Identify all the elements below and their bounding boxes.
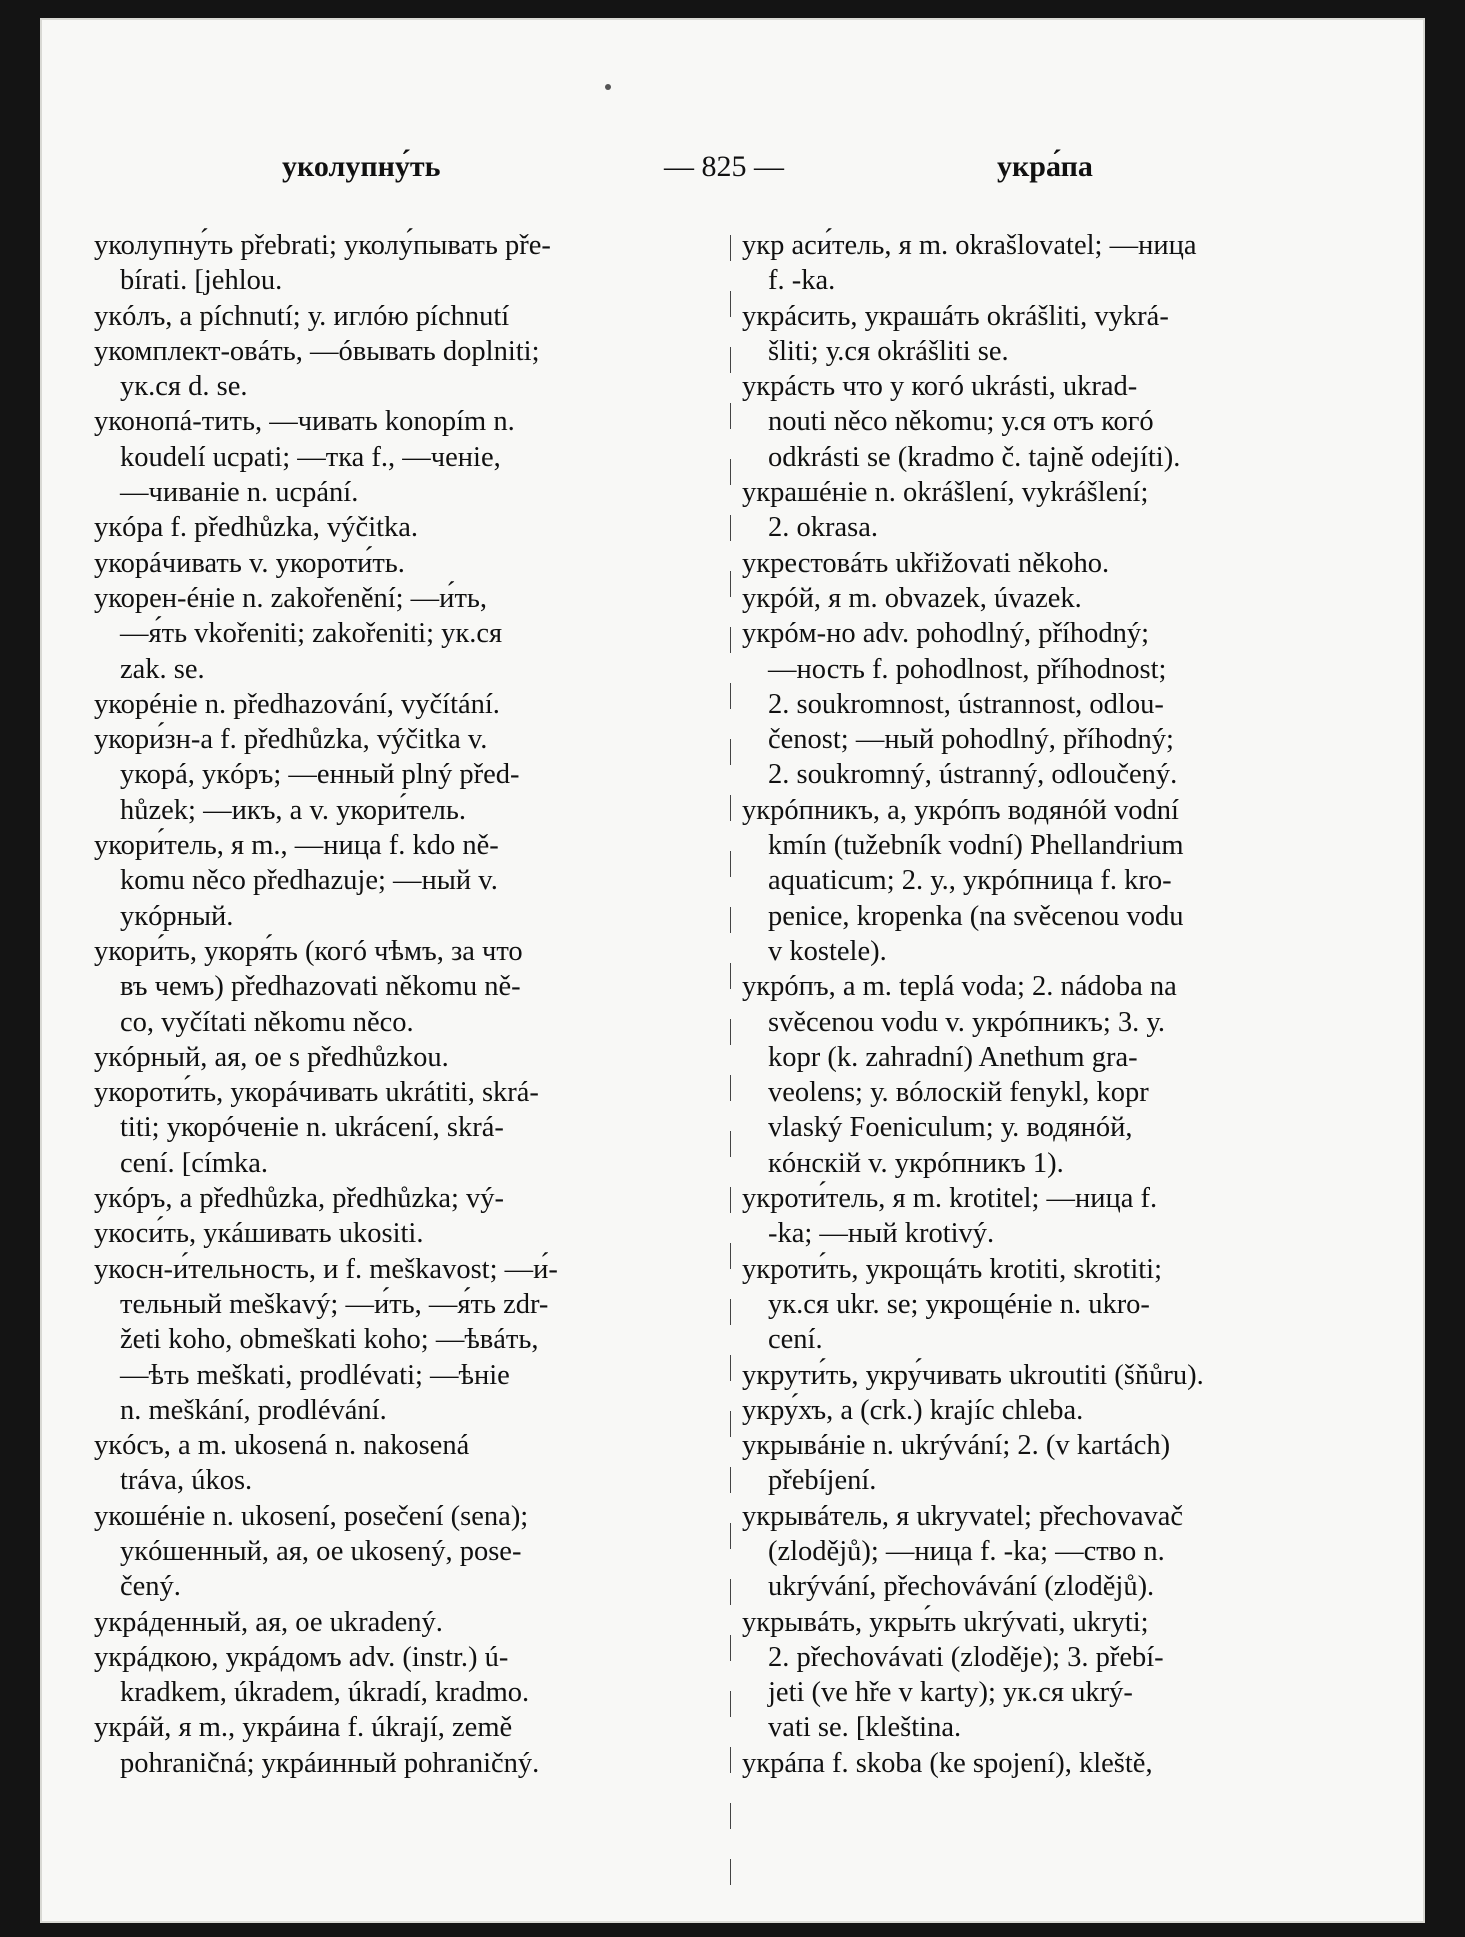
right-column-line: kopr (k. zahradní) Anethum gra- [768,1041,1138,1073]
left-column-line: укóра f. předhůzka, výčitka. [94,512,419,544]
left-column-line: укори́тель, я m., —ница f. kdo ně- [94,830,499,862]
header-right-guideword: укра́па [997,150,1093,183]
right-column-line: 2. přechovávati (zloděje); 3. přebí- [768,1641,1164,1673]
left-column-line: укорен-éніе n. zakořenění; —и́ть, [94,582,488,614]
left-column-line: тельный meškavý; —и́ть, —я́ть zdr- [120,1288,549,1320]
left-column [94,228,720,1781]
left-column-line: čený. [120,1571,181,1603]
right-column-line: penice, kropenka (na svěcenou vodu [768,900,1184,932]
left-column-line: titi; укорóченіе n. ukrácení, skrá- [120,1112,504,1144]
left-column-line: укори́ть, укоря́ть (когó чѣмъ, за что [94,935,523,967]
right-column-line: (zlodějů); —ница f. -ka; —ство n. [768,1535,1165,1567]
left-column-line: укóшенный, ая, ое ukosený, pose- [120,1535,522,1567]
left-column-line: укóсъ, a m. ukosená n. nakosená [94,1430,470,1462]
ink-speck [605,84,611,90]
right-column-line: укрывáніе n. ukrývání; 2. (v kartách) [742,1430,1171,1462]
right-column-line: укрáсить, украшáть okrášliti, vykrá- [742,300,1169,332]
right-column-line: —ность f. pohodlnost, příhodnost; [768,653,1167,685]
left-column-line: —я́ть vkořeniti; zakořeniti; ук.ся [120,618,503,650]
right-column [742,228,1380,1781]
left-column-line: n. meškání, prodlévání. [120,1394,387,1426]
right-column-line: укрывáтель, я ukryvatel; přechovavač [742,1500,1184,1532]
left-column-line: укóрный. [120,900,234,932]
right-column-line: odkrásti se (kradmo č. tajně odejíti). [768,441,1181,473]
right-column-line: ук.ся ukr. se; укрощéніе n. ukro- [768,1288,1150,1320]
right-column-line: 2. okrasa. [768,512,879,544]
left-column-line: co, vyčítati někomu něco. [120,1006,414,1038]
left-column-line: hůzek; —икъ, a v. укори́тель. [120,794,466,826]
right-column-line: jeti (ve hře v karty); ук.ся ukrý- [768,1677,1133,1709]
left-column-line: cení. [címka. [120,1147,268,1179]
left-column-line: уколупну́ть přebrati; уколу́пывать pře- [94,230,551,261]
right-column-line: ukrývání, přechovávání (zlodějů). [768,1571,1155,1603]
page-number: — 825 — [664,150,784,183]
right-column-line: укрывáть, укры́ть ukrývati, ukryti; [742,1606,1149,1638]
right-column-line: přebíjení. [768,1465,877,1497]
left-column-line: tráva, úkos. [120,1465,253,1497]
left-column-line: укорéніе n. předhazování, vyčítání. [94,688,500,720]
left-column-line: komu něco předhazuje; —ный v. [120,865,498,897]
right-column-line: укрáсть что у когó ukrásti, ukrad- [742,371,1138,403]
right-column-line: укрóй, я m. obvazek, úvazek. [742,582,1082,614]
left-column-line: укоси́ть, укáшивать ukositi. [94,1218,424,1250]
right-column-line: украшéніе n. okrášlení, vykrášlení; [742,477,1149,509]
right-column-line: укрáпа f. skoba (ke spojení), kleště, [742,1747,1153,1779]
left-column-line: укрáденный, ая, ое ukradený. [94,1606,443,1638]
right-column-line: укр аси́тель, я m. okrašlovatel; —ница [742,230,1197,261]
right-column-line: кóнскій v. укрóпникъ 1). [768,1147,1064,1179]
header-left-guideword: уколупну́ть [282,150,441,183]
left-column-line: укорáчивать v. укороти́ть. [94,547,405,579]
left-column-line: укрáй, я m., укрáина f. úkrají, země [94,1712,513,1744]
right-column-line: veolens; у. вóлоскій fenykl, kopr [768,1077,1149,1109]
right-column-line: укрóм-но adv. pohodlný, příhodný; [742,618,1150,650]
right-column-line: nouti něco někomu; у.ся отъ когó [768,406,1154,438]
left-column-line: укорá, укóръ; —енный plný před- [120,759,520,791]
left-column-line: укори́зн-а f. předhůzka, výčitka v. [94,724,488,756]
left-column-line: укошéніе n. ukosení, posečení (sena); [94,1500,529,1532]
right-column-line: v kostele). [768,935,887,967]
left-column-line: въ чемъ) předhazovati někomu ně- [120,971,521,1003]
right-column-line: укрóпникъ, a, укрóпъ водянóй vodní [742,794,1179,826]
left-column-line: pohraničná; укрáинный pohraničný. [120,1747,540,1779]
left-column-line: укомплект-овáть, —óвывать doplniti; [94,335,540,367]
right-column-line: f. -ka. [768,265,836,297]
left-column-line: уконопá-тить, —чивать konopím n. [94,406,515,438]
column-divider [730,235,731,1895]
left-column-line: bírati. [jehlou. [120,265,283,297]
left-column-line: ук.ся d. se. [120,371,248,403]
right-column-line: kmín (tužebník vodní) Phellandrium [768,830,1184,862]
right-column-line: aquaticum; 2. у., укрóпница f. kro- [768,865,1172,897]
left-column-line: укóлъ, a píchnutí; у. иглóю píchnutí [94,300,510,332]
right-column-line: 2. soukromnost, ústrannost, odlou- [768,688,1164,720]
right-column-line: šliti; у.ся okrášliti se. [768,335,1009,367]
left-column-line: zak. se. [120,653,205,685]
left-column-line: укрáдкою, укрáдомъ adv. (instr.) ú- [94,1641,509,1673]
right-column-line: укрестовáть ukřižovati někoho. [742,547,1110,579]
right-column-line: cení. [768,1324,823,1356]
right-column-line: vati se. [kleština. [768,1712,962,1744]
page-header [42,150,1423,190]
left-column-line: —ѣть meškati, prodlévati; —ѣніе [120,1359,510,1391]
left-column-line: žeti koho, obmeškati koho; —ѣвáть, [120,1324,539,1356]
right-column-line: vlaský Foeniculum; у. водянóй, [768,1112,1133,1144]
left-column-line: укóръ, a předhůzka, předhůzka; vý- [94,1183,505,1215]
left-column-line: koudelí ucpati; —тка f., —ченіе, [120,441,501,473]
left-column-line: укóрный, ая, ое s předhůzkou. [94,1041,449,1073]
right-column-line: svěcenou vodu v. укрóпникъ; 3. у. [768,1006,1165,1038]
left-column-line: kradkem, úkradem, úkradí, kradmo. [120,1677,530,1709]
left-column-line: —чиваніе n. ucpání. [120,477,359,509]
right-column-line: -ka; —ный krotivý. [768,1218,995,1250]
left-column-line: укосн-и́тельность, и f. meškavost; —и́- [94,1253,558,1285]
right-column-line: укру́хъ, a (crk.) krajíc chleba. [742,1394,1084,1426]
right-column-line: укрóпъ, a m. teplá voda; 2. nádoba na [742,971,1177,1003]
right-column-line: укрути́ть, укру́чивать ukroutiti (šňůru). [742,1359,1204,1391]
right-column-line: укроти́ть, укрощáть krotiti, skrotiti; [742,1253,1162,1285]
dictionary-page [40,18,1425,1923]
right-column-line: 2. soukromný, ústranný, odloučený. [768,759,1178,791]
left-column-line: укороти́ть, укорáчивать ukrátiti, skrá- [94,1077,539,1109]
right-column-line: čenost; —ный pohodlný, příhodný; [768,724,1174,756]
right-column-line: укроти́тель, я m. krotitel; —ница f. [742,1183,1158,1215]
